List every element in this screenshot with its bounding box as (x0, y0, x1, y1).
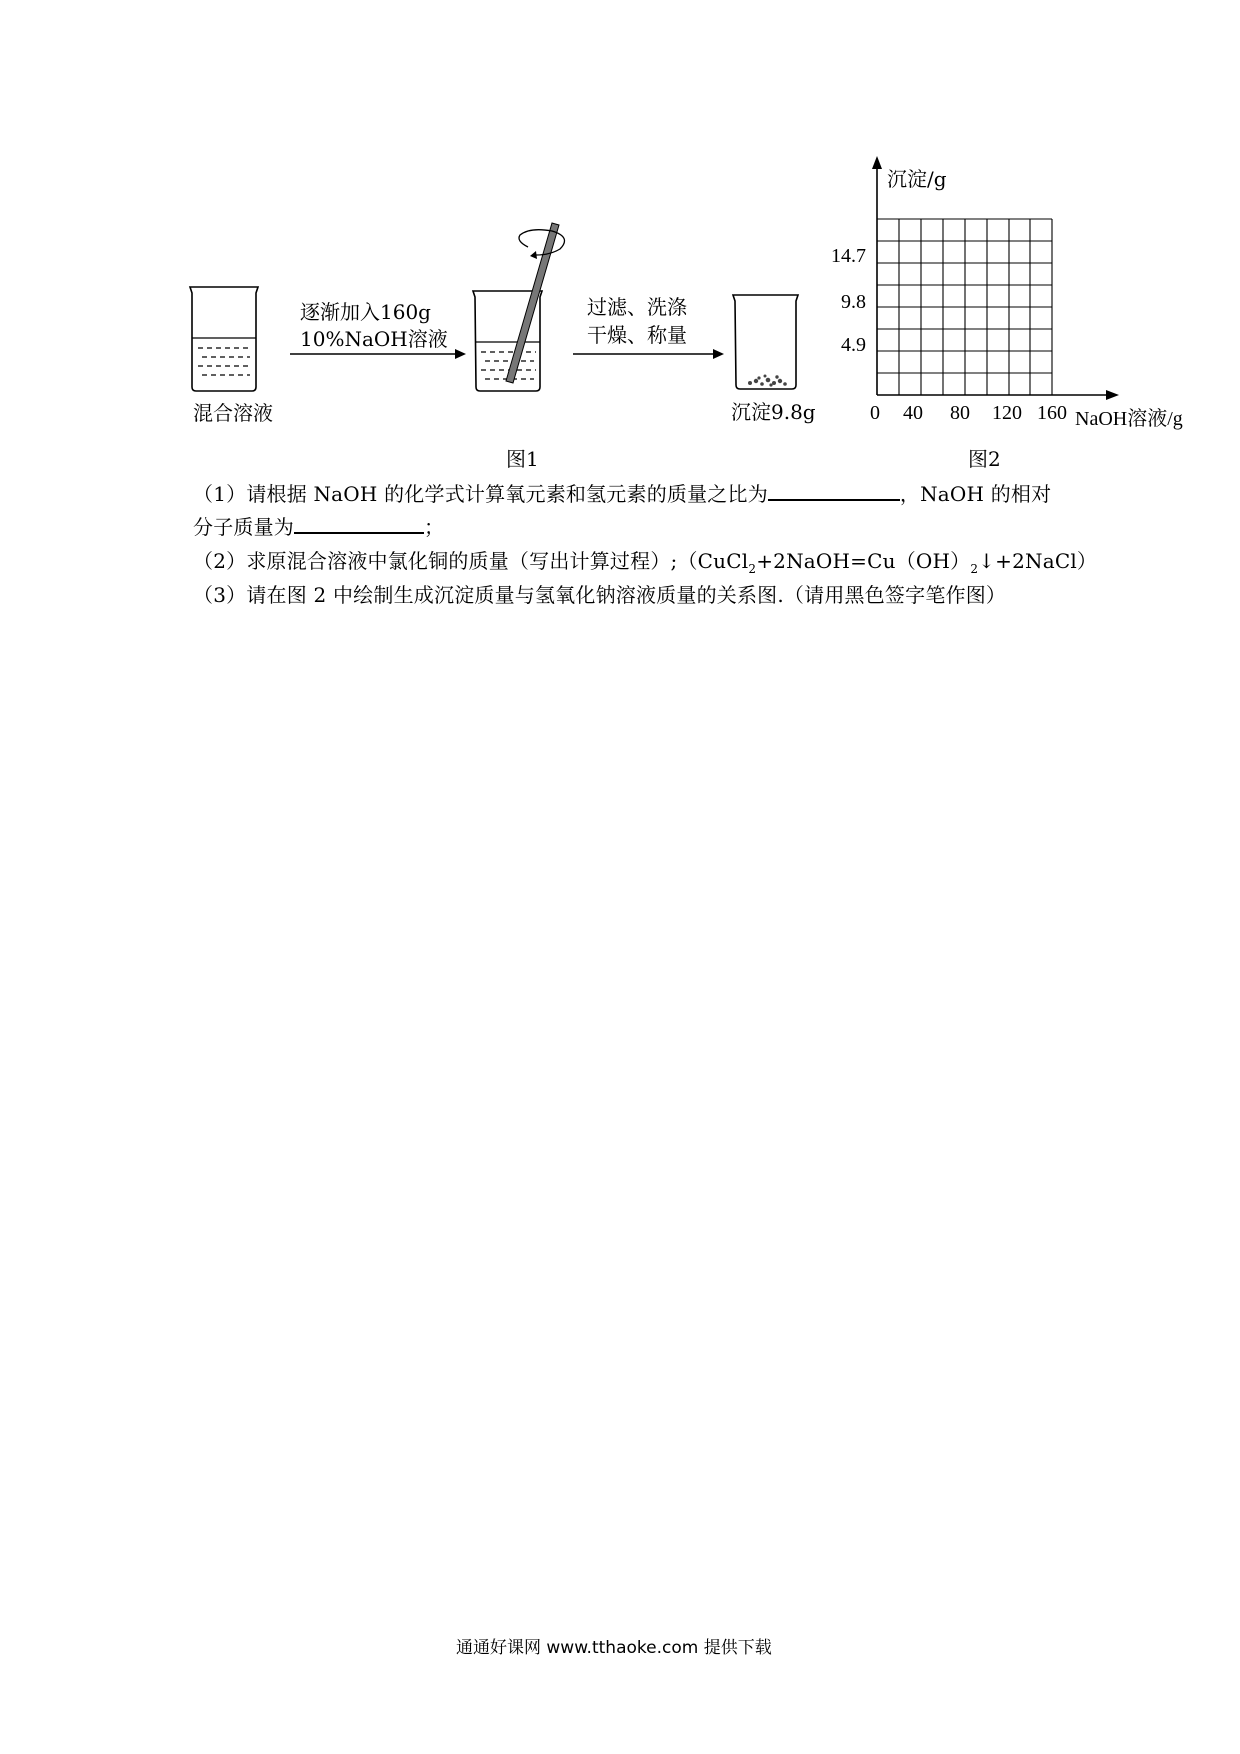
figure2-caption: 图2 (968, 447, 1001, 471)
y-tick-14-7: 14.7 (831, 245, 866, 267)
figure1-diagram (180, 215, 830, 425)
question-2 (193, 545, 1097, 576)
question-2-sub1: 2 (748, 562, 757, 576)
y-axis-arrow-icon (872, 156, 882, 169)
question-1-line1 (193, 478, 1051, 507)
y-tick-9-8: 9.8 (841, 291, 866, 313)
x-tick-160: 160 (1037, 402, 1067, 424)
x-tick-120: 120 (992, 402, 1022, 424)
beaker-precipitate (733, 295, 798, 389)
footer-text: 通通好课网 www.tthaoke.com 提供下载 (456, 1638, 772, 1658)
x-axis-arrow-icon (1106, 390, 1119, 400)
question-2-sub2: 2 (970, 562, 979, 576)
question-2-text2: +2NaOH=Cu（OH） (756, 549, 971, 573)
answer-blank-molar-mass[interactable] (294, 514, 424, 534)
arrow2-label-line1: 过滤、洗涤 (587, 295, 687, 319)
question-1-text: （1）请根据 NaOH 的化学式计算氧元素和氢元素的质量之比为 (193, 482, 768, 506)
figure2-grid (860, 155, 1120, 405)
beaker1-label: 混合溶液 (193, 401, 273, 425)
question-1-line2-text: 分子质量为 (193, 515, 294, 539)
question-1-line2 (193, 511, 444, 540)
question-2-text3: ↓+2NaCl） (978, 549, 1098, 573)
beaker-mixed-solution (190, 287, 258, 391)
y-tick-4-9: 4.9 (841, 334, 866, 356)
x-tick-40: 40 (903, 402, 923, 424)
arrow1-label-line1: 逐渐加入160g (300, 300, 431, 324)
question-2-text: （2）求原混合溶液中氯化铜的质量（写出计算过程）;（CuCl (193, 549, 749, 573)
x-tick-80: 80 (950, 402, 970, 424)
question-3: （3）请在图 2 中绘制生成沉淀质量与氢氧化钠溶液质量的关系图.（请用黑色签字笔作图） (193, 583, 1007, 607)
x-axis-label: NaOH溶液/g (1075, 408, 1183, 430)
arrow-filter-wash (573, 349, 724, 359)
arrow1-label-line2: 10%NaOH溶液 (300, 327, 448, 351)
arrow2-label-line2: 干燥、称量 (587, 323, 687, 347)
grid-lines (877, 219, 1052, 395)
question-1-text-cont: ，NaOH 的相对 (899, 482, 1052, 506)
question-1-end: ； (424, 515, 445, 539)
beaker-stirring (473, 223, 565, 391)
beaker3-label: 沉淀9.8g (731, 400, 816, 424)
x-tick-0: 0 (870, 402, 880, 424)
figure1-caption: 图1 (506, 447, 539, 471)
y-axis-label: 沉淀/g (887, 167, 947, 191)
answer-blank-ratio[interactable] (768, 481, 900, 501)
